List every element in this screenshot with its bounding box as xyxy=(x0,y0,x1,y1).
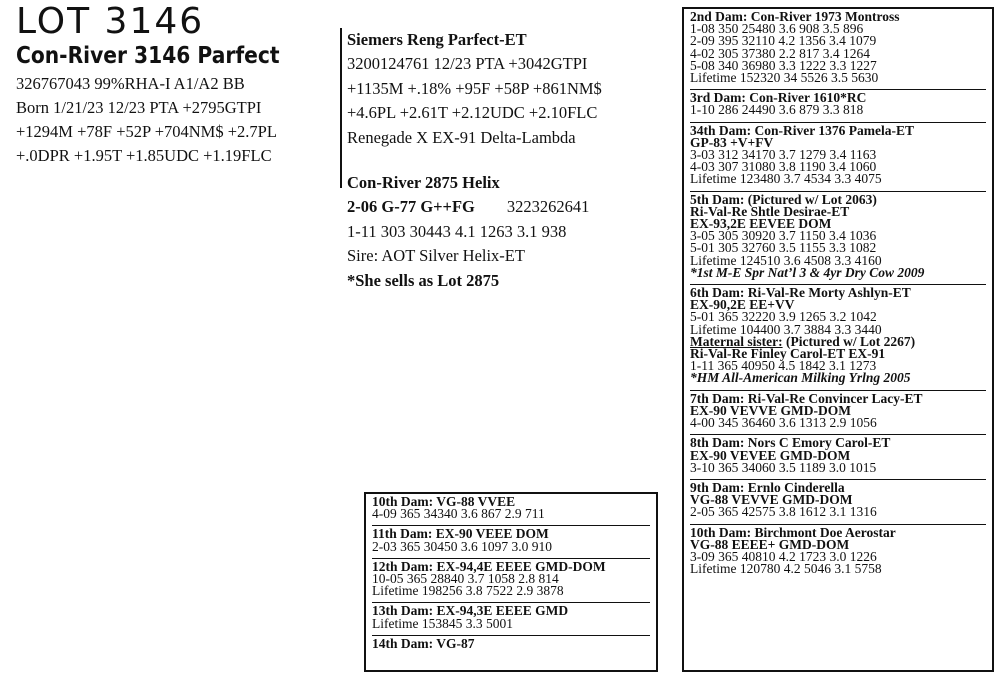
pedigree-text: 14th Dam: VG-87 xyxy=(372,635,475,651)
dam-classification: 2-06 G-77 G++FG xyxy=(347,197,475,217)
pedigree-text: 3-03 312 34170 3.7 1279 3.4 1163 xyxy=(690,147,877,163)
pedigree-text: EX-90 VEVVE GMD-DOM xyxy=(690,402,851,418)
sire-line: Renegade X EX-91 Delta-Lambda xyxy=(347,127,576,147)
pedigree-text: EX-90,2E EE+VV xyxy=(690,297,795,313)
right-pedigree-box xyxy=(682,7,994,672)
pedigree-text: (Pictured w/ Lot 2267) xyxy=(782,333,916,349)
pedigree-text: 3-05 305 30920 3.7 1150 3.4 1036 xyxy=(690,228,877,244)
pedigree-section xyxy=(372,635,650,650)
pedigree-text: 2-05 365 42575 3.8 1612 3.1 1316 xyxy=(690,504,877,520)
pedigree-text: 13th Dam: EX-94,3E EEEE GMD xyxy=(372,603,569,619)
dam-note: *She sells as Lot 2875 xyxy=(347,270,500,290)
pedigree-text: 10-05 365 28840 3.7 1058 2.8 814 xyxy=(372,571,559,587)
pedigree-text: 2-03 365 30450 3.6 1097 3.0 910 xyxy=(372,538,552,554)
pedigree-section xyxy=(690,390,986,430)
pedigree-line xyxy=(690,173,986,185)
pedigree-section xyxy=(372,496,650,520)
pedigree-text: 7th Dam: Ri-Val-Re Convincer Lacy-ET xyxy=(690,390,923,406)
pedigree-section xyxy=(690,524,986,576)
pedigree-text: 2nd Dam: Con-River 1973 Montross xyxy=(690,9,900,24)
pedigree-text: Lifetime 124510 3.6 4508 3.3 4160 xyxy=(690,252,882,268)
pedigree-line xyxy=(690,264,986,280)
sire-block xyxy=(347,28,602,150)
pedigree-section xyxy=(690,284,986,385)
animal-info-line: +1294M +78F +52P +704NM$ +2.7PL xyxy=(16,122,277,141)
pedigree-line xyxy=(372,508,650,520)
pedigree-text: EX-90 VEVEE GMD-DOM xyxy=(690,447,851,463)
pedigree-text: 1-08 350 25480 3.6 908 3.5 896 xyxy=(690,21,864,37)
animal-info-line: Born 1/21/23 12/23 PTA +2795GTPI xyxy=(16,98,262,117)
dam-sire: Sire: AOT Silver Helix-ET xyxy=(347,246,525,266)
pedigree-text: EX-93,2E EEVEE DOM xyxy=(690,216,832,232)
animal-info-line: 326767043 99%RHA-I A1/A2 BB xyxy=(16,74,245,93)
pedigree-section xyxy=(690,191,986,279)
animal-info xyxy=(16,72,277,168)
divider-line xyxy=(340,28,342,188)
pedigree-text: 3-09 365 40810 4.2 1723 3.0 1226 xyxy=(690,548,877,564)
pedigree-text: 5th Dam: (Pictured w/ Lot 2063) xyxy=(690,191,877,207)
pedigree-line xyxy=(690,417,986,429)
pedigree-text: *HM All-American Milking Yrlng 2005 xyxy=(690,370,911,386)
pedigree-text: *1st M-E Spr Nat’l 3 & 4yr Dry Cow 2009 xyxy=(690,264,925,280)
animal-name: Con-River 3146 Parfect xyxy=(16,43,280,69)
pedigree-line xyxy=(690,372,986,384)
pedigree-text: Lifetime 153845 3.3 5001 xyxy=(372,615,513,631)
pedigree-line xyxy=(690,104,986,116)
pedigree-text: Lifetime 123480 3.7 4534 3.3 4075 xyxy=(690,171,882,187)
sire-line: +1135M +.18% +95F +58P +861NM$ xyxy=(347,78,602,98)
pedigree-text: 1-10 286 24490 3.6 879 3.3 818 xyxy=(690,102,864,118)
pedigree-text: 4-00 345 36460 3.6 1313 2.9 1056 xyxy=(690,415,877,431)
pedigree-text: 5-08 340 36980 3.3 1222 3.3 1227 xyxy=(690,57,877,73)
pedigree-section xyxy=(690,434,986,474)
pedigree-text: Maternal sister: xyxy=(690,333,783,349)
dam-class-row xyxy=(347,195,589,219)
pedigree-section xyxy=(690,479,986,519)
pedigree-text: GP-83 +V+FV xyxy=(690,134,774,150)
pedigree-text: 5-01 365 32220 3.9 1265 3.2 1042 xyxy=(690,309,877,325)
pedigree-section xyxy=(372,558,650,598)
pedigree-line xyxy=(372,585,650,597)
pedigree-text: Lifetime 198256 3.8 7522 2.9 3878 xyxy=(372,583,564,599)
left-pedigree-box xyxy=(364,492,658,672)
pedigree-text: 4-09 365 34340 3.6 867 2.9 711 xyxy=(372,506,545,522)
pedigree-line xyxy=(690,506,986,518)
pedigree-line xyxy=(690,563,986,575)
pedigree-line xyxy=(372,538,650,554)
pedigree-text: 4-02 305 37380 2.2 817 3.4 1264 xyxy=(690,45,870,61)
sire-line: +4.6PL +2.61T +2.12UDC +2.10FLC xyxy=(347,103,598,123)
pedigree-text: 3rd Dam: Con-River 1610*RC xyxy=(690,90,867,106)
pedigree-line xyxy=(372,635,650,651)
pedigree-text: 11th Dam: EX-90 VEEE DOM xyxy=(372,526,549,542)
pedigree-text: 9th Dam: Ernlo Cinderella xyxy=(690,479,845,495)
pedigree-section xyxy=(690,89,986,116)
sire-name: Siemers Reng Parfect-ET xyxy=(347,30,527,49)
pedigree-text: 12th Dam: EX-94,4E EEEE GMD-DOM xyxy=(372,558,606,574)
pedigree-text: 3-10 365 34060 3.5 1189 3.0 1015 xyxy=(690,459,877,475)
pedigree-text: 4-03 307 31080 3.8 1190 3.4 1060 xyxy=(690,159,877,175)
pedigree-text: Lifetime 104400 3.7 3884 3.3 3440 xyxy=(690,321,882,337)
pedigree-section xyxy=(372,602,650,629)
pedigree-text: 10th Dam: VG-88 VVEE xyxy=(372,494,516,509)
pedigree-text: 8th Dam: Nors C Emory Carol-ET xyxy=(690,435,891,451)
dam-record: 1-11 303 30443 4.1 1263 3.1 938 xyxy=(347,221,567,241)
pedigree-section xyxy=(690,122,986,186)
pedigree-text: Lifetime 120780 4.2 5046 3.1 5758 xyxy=(690,561,882,577)
pedigree-text: 6th Dam: Ri-Val-Re Morty Ashlyn-ET xyxy=(690,285,911,301)
pedigree-text: Ri-Val-Re Finley Carol-ET EX-91 xyxy=(690,346,886,362)
pedigree-text: 5-01 305 32760 3.5 1155 3.3 1082 xyxy=(690,240,877,256)
pedigree-text: VG-88 EEEE+ GMD-DOM xyxy=(690,536,850,552)
pedigree-text: 10th Dam: Birchmont Doe Aerostar xyxy=(690,524,896,540)
pedigree-line xyxy=(690,459,986,475)
pedigree-section xyxy=(372,525,650,552)
dam-name: Con-River 2875 Helix xyxy=(347,173,500,192)
pedigree-text: VG-88 VEVVE GMD-DOM xyxy=(690,492,853,508)
dam-registration: 3223262641 xyxy=(506,197,590,217)
pedigree-line xyxy=(690,72,986,84)
dam-block xyxy=(347,171,589,293)
lot-number: LOT 3146 xyxy=(16,1,205,42)
animal-info-line: +.0DPR +1.95T +1.85UDC +1.19FLC xyxy=(16,146,272,165)
sire-line: 3200124761 12/23 PTA +3042GTPI xyxy=(347,54,588,74)
pedigree-text: Lifetime 152320 34 5526 3.5 5630 xyxy=(690,70,879,86)
pedigree-text: 2-09 395 32110 4.2 1356 3.4 1079 xyxy=(690,33,877,49)
pedigree-section xyxy=(690,11,986,84)
pedigree-text: 34th Dam: Con-River 1376 Pamela-ET xyxy=(690,122,914,138)
pedigree-text: Ri-Val-Re Shtle Desirae-ET xyxy=(690,203,850,219)
pedigree-line xyxy=(372,615,650,631)
pedigree-text: 1-11 365 40950 4.5 1842 3.1 1273 xyxy=(690,358,877,374)
